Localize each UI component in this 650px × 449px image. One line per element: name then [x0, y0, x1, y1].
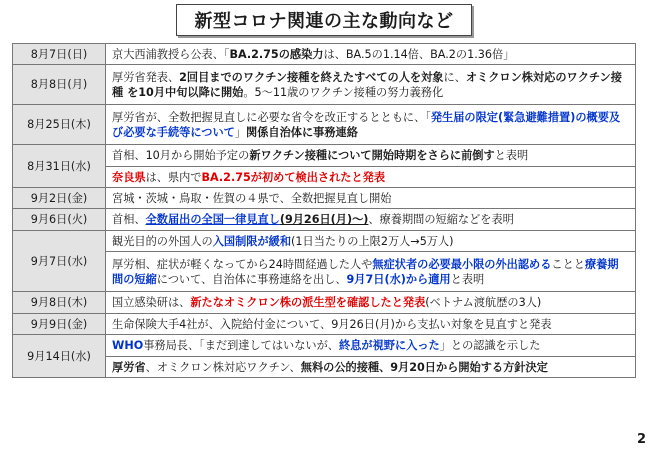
table-row — [13, 188, 636, 209]
text-segment: 2回目までのワクチン接種を終えたすべての人を対象 — [179, 70, 444, 84]
table-row — [13, 314, 636, 335]
text-segment: WHO — [112, 339, 144, 352]
text-segment: 終息が視野に入った — [339, 339, 440, 352]
text-segment: オミクロン株対応のワクチン接種 を10月中旬以降に開始 — [112, 70, 622, 99]
text-segment: ことと — [551, 257, 585, 271]
text-segment: (9月26日(月)～) — [279, 213, 369, 226]
text-segment: BA.2.75の感染力 — [229, 47, 324, 61]
text-segment: 関係自治体に事務連絡 — [246, 125, 358, 139]
text-segment: (1日当たりの上限2万人→5万人) — [291, 234, 454, 248]
text-segment: 。5～11歳のワクチン接種の努力義務化 — [243, 85, 444, 99]
page-title: 新型コロナ関連の主な動向など — [176, 4, 472, 36]
event-date: 8月25日(木) — [13, 105, 106, 145]
text-segment: 京大西浦教授ら公表、「 — [112, 47, 230, 61]
event-description — [106, 314, 636, 335]
text-segment: 観光目的の外国人の — [112, 234, 213, 248]
event-date: 9月14日(水) — [13, 335, 106, 378]
text-segment: 厚労省 — [112, 360, 146, 374]
text-segment: 、療養期間の短縮などを表明 — [368, 213, 514, 226]
event-description — [106, 335, 636, 357]
text-segment: 新たなオミクロン株の派生型を確認したと発表 — [190, 296, 426, 309]
event-date: 9月2日(金) — [13, 188, 106, 209]
text-segment: と表明 — [450, 272, 485, 286]
text-segment: 新ワクチン接種について開始時期をさらに前倒す — [249, 149, 495, 162]
text-segment: 厚労省発表、 — [112, 70, 180, 84]
text-segment: 宮城・茨城・鳥取・佐賀の４県で、全数把握見直し開始 — [112, 191, 392, 205]
text-segment: 首相、10月から開始予定の — [112, 149, 250, 162]
event-date: 9月6日(火) — [13, 209, 106, 231]
table-row — [13, 209, 636, 231]
table-row — [13, 44, 636, 65]
event-description — [106, 188, 636, 209]
events-table-body — [13, 44, 636, 378]
table-row — [13, 105, 636, 145]
table-row — [13, 145, 636, 167]
event-description — [106, 145, 636, 167]
text-segment: 」 — [234, 125, 247, 139]
event-description — [106, 65, 636, 105]
text-segment: 奈良県 — [112, 170, 146, 184]
text-segment: 無症状者の必要最小限の外出認める — [372, 257, 552, 271]
page-number: 2 — [636, 432, 646, 447]
event-date: 9月8日(木) — [13, 292, 106, 314]
text-segment: 、オミクロン株対応ワクチン、 — [145, 360, 301, 374]
event-description — [106, 231, 636, 252]
event-description — [106, 105, 636, 145]
table-row — [13, 252, 636, 292]
text-segment: BA.2.75が初めて検出されたと発表 — [201, 170, 386, 184]
text-segment: (ベトナム渡航歴の3人) — [425, 296, 542, 309]
text-segment: 」との認識を示した — [439, 339, 541, 352]
event-description — [106, 44, 636, 65]
table-row — [13, 65, 636, 105]
text-segment: 厚労相、症状が軽くなってから24時間経過した人や — [112, 257, 373, 271]
text-segment: は、BA.5の1.14倍、BA.2の1.36倍」 — [323, 47, 515, 61]
text-segment: に、 — [443, 70, 466, 84]
text-segment: 9月7日(水)から適用 — [346, 272, 451, 286]
events-table — [12, 43, 636, 378]
event-date: 8月7日(日) — [13, 44, 106, 65]
table-row — [13, 357, 636, 378]
text-segment: と表明 — [494, 149, 529, 162]
text-segment: 首相、 — [112, 213, 146, 226]
text-segment: について、自治体に事務連絡を出し、 — [156, 272, 347, 286]
table-row — [13, 335, 636, 357]
event-date: 9月7日(水) — [13, 231, 106, 292]
text-segment: 全数届出の全国一律見直し — [145, 213, 280, 226]
table-row — [13, 167, 636, 188]
text-segment: は、県内で — [145, 170, 202, 184]
text-segment: 事務局長、「まだ到達してはいないが、 — [143, 339, 339, 352]
text-segment: 無料の公的接種、9月20日から開始する方針決定 — [300, 360, 548, 374]
event-description — [106, 292, 636, 314]
event-description — [106, 167, 636, 188]
text-segment: 厚労省が、全数把握見直しに必要な省令を改正するとともに、「 — [112, 110, 431, 124]
event-date: 8月8日(月) — [13, 65, 106, 105]
event-description — [106, 357, 636, 378]
event-date: 9月9日(金) — [13, 314, 106, 335]
event-date: 8月31日(水) — [13, 145, 106, 188]
table-row — [13, 292, 636, 314]
text-segment: 国立感染研は、 — [112, 296, 191, 309]
text-segment: 生命保険大手4社が、入院給付金について、9月26日(月)から支払い対象を見直すと発表 — [112, 317, 552, 331]
event-description — [106, 209, 636, 231]
text-segment: 療養期間の短縮 — [112, 257, 619, 286]
table-row — [13, 231, 636, 252]
event-description — [106, 252, 636, 292]
text-segment: 発生届の限定(緊急避難措置)の概要及び必要な手続等について — [112, 110, 621, 139]
text-segment: 入国制限が緩和 — [212, 234, 292, 248]
